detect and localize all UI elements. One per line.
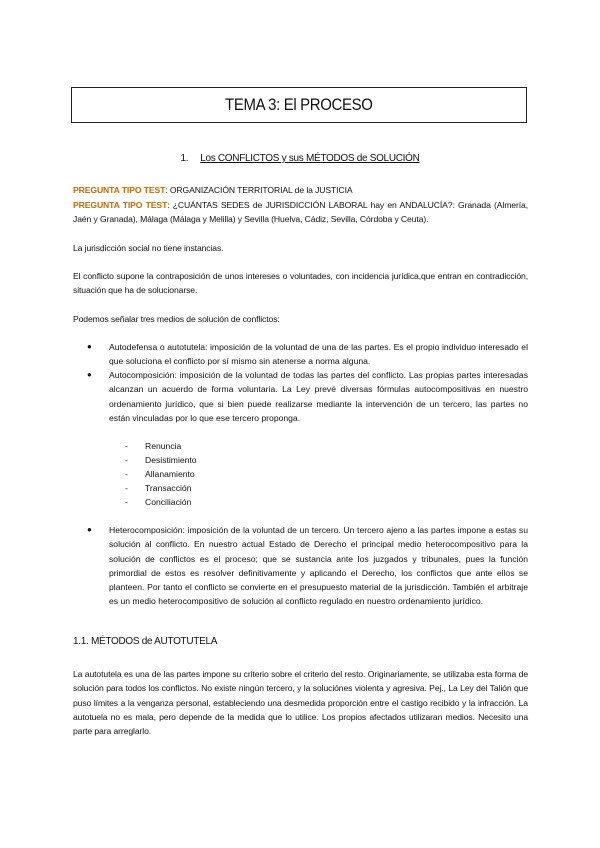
bullet-text: Autodefensa o autotutela: imposición de la voluntad de una de las partes. Es el propio individuo interesado el que soluciona el conflicto por sí mismo sin atenerse a norma alguna. (109, 342, 528, 367)
section-heading (0, 153, 600, 164)
test-question-label: PREGUNTA TIPO TEST (73, 185, 166, 195)
dash-list-label: Desistimiento (145, 455, 197, 465)
test-question-1 (73, 183, 528, 197)
paragraph-autotutela: La autotutela es una de las partes impone su criterio sobre el criterio del resto. Originariamente, se utilizaba esta forma de solución para todos los conflictos. No existe ningún tercero, y la soluciónes violenta y agresiva. Pej., La Ley del Talión que puso límites a la venganza personal, estableciendo una desmedida proporción entre el castigo recibido y la infracción. La autotuela no es mala, pero depende de la medida que lo utilice. Los propios afectados utilizaran medios. Necesito una parte para arreglarlo. (73, 669, 528, 737)
test-question-text: : ¿CUÁNTAS SEDES de JURISDICCIÓN LABORAL hay en ANDALUCÍA?: Granada (Almería, Jaén y Granada), Málaga (Málaga y Melilla) y Sevilla (Huelva, Cádiz, Sevilla, Córdoba y Ceuta). (73, 200, 528, 225)
section-title: Los CONFLICTOS y sus MÉTODOS de SOLUCIÓN (200, 153, 420, 164)
dash-list-label: Renuncia (145, 441, 182, 451)
dash-list-label: Allanamiento (145, 469, 195, 479)
paragraph-jurisdiccion: La jurisdicción social no tiene instancias. (73, 243, 224, 253)
paragraph-medios: Podemos señalar tres medios de solución de conflictos: (73, 314, 280, 324)
bullet-icon: ● (87, 342, 92, 351)
paragraph-conflicto: El conflicto supone la contraposición de unos intereses o voluntades, con incidencia jurídica,que entran en contradicción, situación que ha de solucionarse. (73, 271, 528, 296)
dash-icon: - (125, 455, 128, 465)
page-title: TEMA 3: El PROCESO (225, 95, 373, 114)
dash-list-label: Transacción (145, 483, 192, 493)
title-box (71, 87, 527, 123)
test-question-text: : ORGANIZACIÓN TERRITORIAL de la JUSTICIA (165, 185, 353, 195)
test-question-2 (73, 198, 528, 227)
bullet-icon: ● (87, 370, 92, 379)
dash-icon: - (125, 497, 128, 507)
bullet-icon: ● (87, 525, 92, 534)
dash-icon: - (125, 469, 128, 479)
section-number: 1. (180, 153, 189, 164)
dash-list-label: Conciliación (145, 497, 192, 507)
test-question-label: PREGUNTA TIPO TEST (73, 200, 168, 210)
bullet-text: Autocomposición: imposición de la voluntad de todas las partes del conflicto. Las propias partes interesadas alcanzan un acuerdo de forma voluntaria. La Ley prevé diversas fórmulas autocompositivas en nuestro ordenamiento jurídico, que si bien puede realizarse mediante la intervención de un tercero, las partes no están vinculadas por lo que ese tercero proponga. (109, 370, 528, 423)
dash-icon: - (125, 483, 128, 493)
bullet-text: Heterocomposición: imposición de la voluntad de un tercero. Un tercero ajeno a las partes impone a estas su solución al conflicto. En nuestro actual Estado de Derecho el principal medio heterocompositivo para la solución de conflictos es el proceso; que se sustancia ante los juzgados y tribunales, pues la función primordial de estos es resolver definitivamente y aplicando el Derecho, los conflictos que ante ellos se planteen. Por tanto el conflicto se convierte en el presupuesto material de la jurisdicción. También el arbitraje es un medio heterocompositivo de solución al conflicto regulado en nuestro ordenamiento jurídico. (109, 525, 528, 607)
dash-icon: - (125, 441, 128, 451)
subsection-heading: 1.1. MÉTODOS de AUTOTUTELA (73, 636, 218, 647)
